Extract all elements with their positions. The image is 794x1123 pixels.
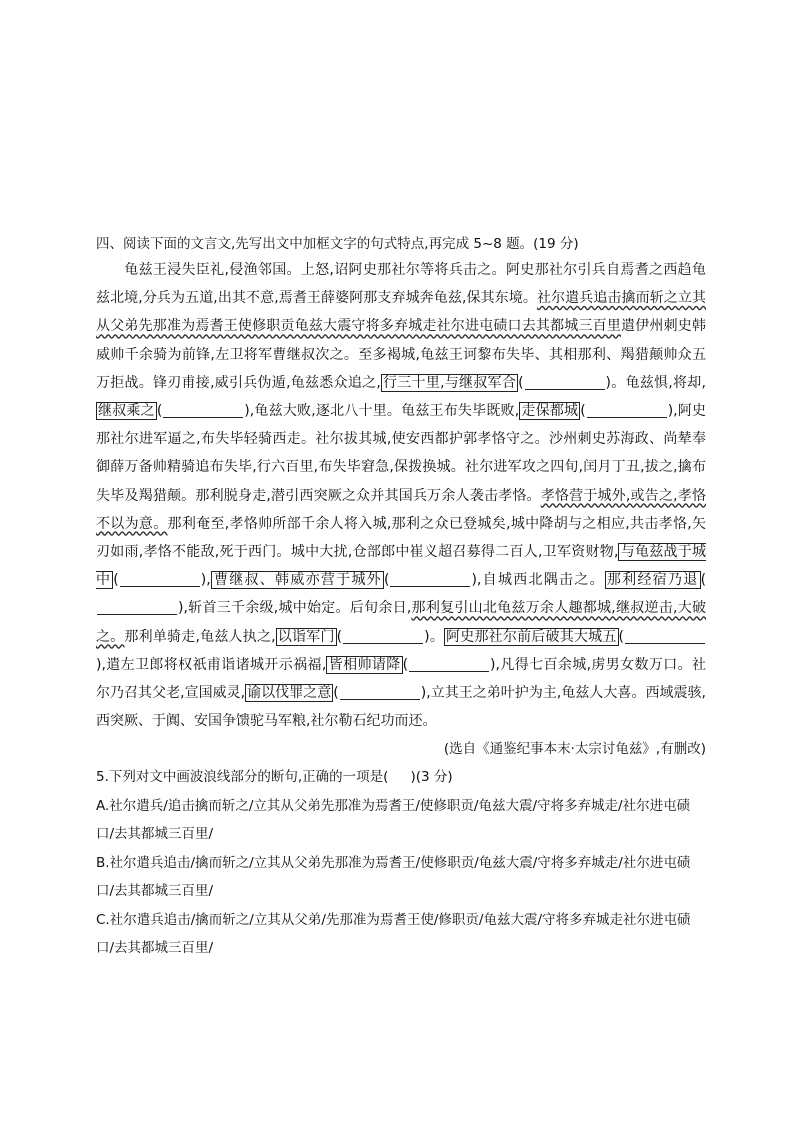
answer-blank[interactable] (120, 572, 200, 587)
option-a[interactable]: A.社尔遣兵/追击擒而斩之/立其从父弟先那准为焉耆王/使修职贡/龟兹大震/守将多弃城走/社尔进屯碛口/去其都城三百里/ (96, 797, 691, 843)
passage-segment: ,凡得七百余城,虏男女数万口。社尔乃召其父老,宣国威灵, (96, 656, 707, 702)
passage-segment: ,自城西北隅击之。 (476, 572, 605, 589)
boxed-text: 谕以伐罪之意 (247, 685, 332, 702)
answer-blank[interactable] (97, 600, 177, 615)
source-citation: (选自《通鉴纪事本末·太宗讨龟兹》,有删改) (443, 741, 706, 758)
option-c[interactable]: C.社尔遣兵追击/擒而斩之/立其从父弟/先那准为焉耆王使/修职贡/龟兹大震/守将多弃城走社尔进屯碛口/去其都城三百里/ (96, 911, 691, 957)
answer-blank[interactable] (390, 572, 470, 587)
boxed-text: 走保都城 (521, 403, 579, 420)
passage-segment: ,阿史那社尔进军逼之,布失毕轻骑西走。社尔拔其城,使安西都护郭孝恪守之。沙州刺史苏海政、尚辇奉御薛万备帅精骑追布失毕,行六百里,布失毕窘急,保拨换城。社尔进军攻之四旬,闰月丁丑,拔之,擒布失毕及羯猎颠。那利脱身走,潜引西突厥之众并其国兵万余人袭击孝恪。 (96, 403, 707, 504)
passage-segment: 遣伊州刺史韩威帅千余骑为前锋,左卫将军曹继叔次之。至多褐城,龟兹王诃黎布失毕、其相那利、羯猎颠帅众五万拒战。锋刃甫接,威引兵伪遁,龟兹悉众追之, (96, 318, 706, 391)
boxed-text: 那利经宿乃退 (606, 572, 699, 589)
section-heading: 四、阅读下面的文言文,先写出文中加框文字的句式特点,再完成 5~8 题。(19 分) (96, 236, 579, 252)
passage-segment: ,立其王之弟叶护为主,龟兹人大喜。西域震骇,西突厥、于阗、安国争馈驼马军粮,社尔勒石纪功而还。 (96, 685, 706, 730)
passage-segment: 那利单骑走,龟兹人执之, (124, 628, 276, 645)
boxed-text: 皆相帅请降 (328, 656, 401, 673)
boxed-text: 继叔乘之 (98, 403, 155, 420)
passage-segment: ,龟兹大败,逐北八十里。龟兹王布失毕既败, (249, 403, 520, 420)
boxed-text: 以诣军门 (277, 628, 335, 645)
option-b[interactable]: B.社尔遣兵追击/擒而斩之/立其从父弟先那准为焉耆王/使修职贡/龟兹大震/守将多弃城走/社尔进屯碛口/去其都城三百里/ (96, 854, 691, 900)
boxed-text: 与龟兹战于城中 (96, 544, 707, 589)
wavy-underlined-text: 那利复引山北龟兹万余人趣都城,继叔逆击,大破之。 (96, 600, 706, 645)
passage-segment: 龟兹王浸失臣礼,侵渔邻国。上怒,诏阿史那社尔等将兵击之。阿史那社尔引兵自焉耆之西趋龟兹北境,分兵为五道,出其不意,焉耆王薛婆阿那支弃城奔龟兹,保其东境。 (96, 262, 706, 307)
answer-blank[interactable] (587, 403, 667, 418)
document-page (96, 232, 706, 963)
answer-blank[interactable] (525, 375, 605, 390)
passage-segment: 。龟兹惧,将却, (611, 374, 706, 391)
answer-blank[interactable] (343, 629, 423, 644)
wavy-underlined-text: 社尔遣兵追击擒而斩之立其从父弟先那准为焉耆王使修职贡龟兹大震守将多弃城走社尔进屯碛口去其都城三百里 (96, 290, 706, 335)
boxed-text: 行三十里,与继叔军合 (382, 374, 517, 391)
answer-blank[interactable] (625, 629, 705, 644)
passage-segment: ,遣左卫郎将权祇甫诣诸城开示祸福, (101, 656, 327, 673)
boxed-text: 曹继叔、韩威亦营于城外 (212, 572, 382, 589)
passage-text: 龟兹王浸失臣礼,侵渔邻国。上怒,诏阿史那社尔等将兵击之。阿史那社尔引兵自焉耆之西趋龟兹北境,分兵为五道,出其不意,焉耆王薛婆阿那支弃城奔龟兹,保其东境。社尔遣兵追击擒而斩之立其从父弟先那准为焉耆王使修职贡龟兹大震守将多弃城走社尔进屯碛口去其都城三百里遣伊州刺史韩威帅千余骑为前锋,左卫将军曹继叔次之。至多褐城,龟兹王诃黎布失毕、其相那利、羯猎颠帅众五万拒战。锋刃甫接,威引兵伪遁,龟兹悉众追之, 行三十里,与继叔军合 ( )。龟兹惧,将却,继叔乘之 ( ),龟兹大败,逐北八十里。龟兹王布失毕既败, 走保都城 ( ),阿史那社尔进军逼之,布失毕轻骑西走。社尔拔其城,使安西都护郭孝恪守之。沙州刺史苏海政、尚辇奉御薛万备帅精骑追布失毕,行六百里,布失毕窘急,保拨换城。社尔进军攻之四旬,闰月丁丑,拔之,擒布失毕及羯猎颠。那利脱身走,潜引西突厥之众并其国兵万余人袭击孝恪。孝恪营于城外,或告之,孝恪不以为意。那利奄至,孝恪帅所部千余人将入城,那利之众已登城矣,城中降胡与之相应,共击孝恪,矢刃如雨,孝恪不能敌,死于西门。城中大扰,仓部郎中崔义超召募得二百人,卫军资财物, 与龟兹战于城中 ( ), 曹继叔、韩威亦营于城外 ( ),自城西北隅击之。 那利经宿乃退 (),斩首三千余级,城中始定。后旬余日,那利复引山北龟兹万余人趣都城,继叔逆击,大破之。那利单骑走,龟兹人执之, 以诣军门 ( )。 阿史那社尔前后破其大城五 (),遣左卫郎将权祇甫诣诸城开示祸福, 皆相帅请降 ( ),凡得七百余城,虏男女数万口。社尔乃召其父老,宣国威灵, 谕以伐罪之意 ( ),立其王之弟叶护为主,龟兹人大喜。西域震骇,西突厥、于阗、安国争馈驼马军粮,社尔勒石纪功而还。 (96, 262, 707, 730)
boxed-text: 阿史那社尔前后破其大城五 (446, 628, 617, 645)
passage-segment: 那利奄至,孝恪帅所部千余人将入城,那利之众已登城矣,城中降胡与之相应,共击孝恪,矢刃如雨,孝恪不能敌,死于西门。城中大扰,仓部郎中崔义超召募得二百人,卫军资财物, (96, 515, 707, 561)
passage-segment: ,斩首三千余级,城中始定。后旬余日, (183, 600, 412, 617)
question-5-stem: 5.下列对文中画波浪线部分的断句,正确的一项是( )(3 分) (96, 769, 453, 786)
answer-blank[interactable] (340, 685, 420, 700)
answer-blank[interactable] (409, 657, 489, 672)
wavy-underlined-text: 孝恪营于城外,或告之,孝恪不以为意。 (96, 487, 706, 532)
answer-blank[interactable] (163, 403, 243, 418)
